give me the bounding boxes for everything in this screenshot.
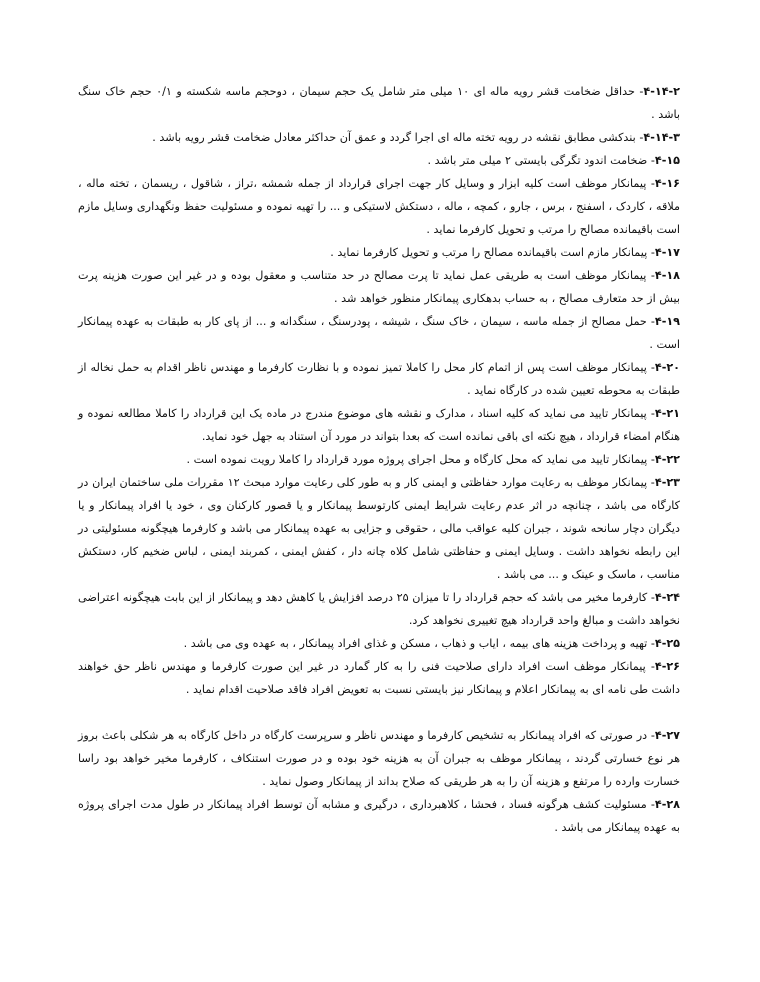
clause-text: پیمانکار مازم است باقیمانده مصالح را مرتب و تحویل کارفرما نماید . [330,246,648,259]
clause-number: ۴-۲۶ [654,660,681,673]
clause-4-23: ۴-۲۳- پیمانکار موظف به رعایت موارد حفاظتی و ایمنی کار و به طور کلی رعایت موارد مبحث ۱۲ مقررات ملی ساختمان ایران در کارگاه می باشد ، چنانچه در اثر عدم رعایت شرایط ایمنی کارتوسط پیمانکار و یا قصور کارکنان وی ، خود یا افراد پیمانکار و یا دیگران دچار سانحه شوند ، جبران کلیه عواقب مالی ، حقوقی و جزایی به عهده پیمانکار می باشد و کارفرما هیچگونه مسئولیتی در این رابطه نخواهد داشت . وسایل ایمنی و حفاظتی شامل کلاه چانه دار ، کفش ایمنی ، کمربند ایمنی ، لباس ضخیم کار، دستکش مناسب ، ماسک و عینک و ... می باشد . [78,476,680,581]
clause-text: پیمانکار موظف است پس از اتمام کار محل را کاملا تمیز نموده و با نظارت کارفرما و مهندس ناظر اقدام به حمل نخاله از طبقات به محوطه تعیین شده در کارگاه نماید . [78,361,680,397]
clause-text: پیمانکار تایید می نماید که کلیه اسناد ، مدارک و نقشه های موضوع مندرج در ماده یک این قرارداد را کاملا مطالعه نموده و هنگام امضاء قرارداد ، هیچ نکته ای باقی نمانده است که بعدا بتواند در مورد آن استناد به جهل خود نماید. [78,407,680,443]
clause-number: ۴-۱۴-۳ [643,131,680,144]
clause-number: ۴-۱۹ [654,315,680,328]
clause-text: ضخامت اندود تگرگی بایستی ۲ میلی متر باشد . [427,154,648,167]
clause-text: پیمانکار موظف به رعایت موارد حفاظتی و ایمنی کار و به طور کلی رعایت موارد مبحث ۱۲ مقررات ملی ساختمان ایران در کارگاه می باشد ، چنانچه در اثر عدم رعایت شرایط ایمنی کارتوسط پیمانکار و یا قصور کارکنان وی ، خود یا افراد پیمانکار و یا دیگران دچار سانحه شوند ، جبران کلیه عواقب مالی ، حقوقی و جزایی به عهده پیمانکار می باشد و کارفرما هیچگونه مسئولیتی در این رابطه نخواهد داشت . وسایل ایمنی و حفاظتی شامل کلاه چانه دار ، کفش ایمنی ، کمربند ایمنی ، لباس ضخیم کار، دستکش مناسب ، ماسک و عینک و ... می باشد . [78,476,680,581]
clause-4-14-3: ۴-۱۴-۳- بندکشی مطابق نقشه در رویه تخته ماله ای اجرا گردد و عمق آن حداکثر معادل ضخامت قشر رویه باشد . [152,131,680,144]
clause-number: ۴-۱۸ [654,269,680,282]
clause-4-18: ۴-۱۸- پیمانکار موظف است به طریقی عمل نماید تا پرت مصالح در حد متناسب و معقول بوده و در غیر این صورت هزینه پرت بیش از حد متعارف مصالح ، به حساب بدهکاری پیمانکار منظور خواهد شد . [78,269,680,305]
clause-text: پیمانکار موظف است به طریقی عمل نماید تا پرت مصالح در حد متناسب و معقول بوده و در غیر این صورت هزینه پرت بیش از حد متعارف مصالح ، به حساب بدهکاری پیمانکار منظور خواهد شد . [78,269,680,305]
clause-number: ۴-۲۷ [654,729,680,742]
clause-text: حمل مصالح از جمله ماسه ، سیمان ، خاک سنگ ، شیشه ، پودرسنگ ، سنگدانه و ... از پای کار به طبقات به عهده پیمانکار است . [78,315,680,351]
clause-number: ۴-۱۵ [654,154,680,167]
clause-4-28: ۴-۲۸- مسئولیت کشف هرگونه فساد ، فحشا ، کلاهبرداری ، درگیری و مشابه آن توسط افراد پیمانکار در طول مدت اجرای پروژه به عهده پیمانکار می باشد . [78,798,681,834]
clause-4-22: ۴-۲۲- پیمانکار تایید می نماید که محل کارگاه و محل اجرای پروژه مورد قرارداد را کاملا رویت نموده است . [186,453,680,466]
clause-number: ۴-۲۵ [654,637,680,650]
clause-text: تهیه و پرداخت هزینه های بیمه ، ایاب و ذهاب ، مسکن و غذای افراد پیمانکار ، به عهده وی می باشد . [183,637,648,650]
clause-4-19: ۴-۱۹- حمل مصالح از جمله ماسه ، سیمان ، خاک سنگ ، شیشه ، پودرسنگ ، سنگدانه و ... از پای کار به طبقات به عهده پیمانکار است . [78,315,680,351]
clause-number: ۴-۲۲ [654,453,680,466]
clause-4-16: ۴-۱۶- پیمانکار موظف است کلیه ابزار و وسایل کار جهت اجرای قرارداد از جمله شمشه ،تراز ، شاقول ، ریسمان ، تخته ماله ، ملاقه ، کاردک ، اسفنج ، برس ، جارو ، کمچه ، ماله ، دستکش لاستیکی و ... را تهیه نموده و مسئولیت حفظ ونگهداری وسایل مازم است باقیمانده مصالح را مرتب و تحویل کارفرما نماید . [78,177,680,236]
clause-text: پیمانکار تایید می نماید که محل کارگاه و محل اجرای پروژه مورد قرارداد را کاملا رویت نموده است . [186,453,648,466]
clause-4-25: ۴-۲۵- تهیه و پرداخت هزینه های بیمه ، ایاب و ذهاب ، مسکن و غذای افراد پیمانکار ، به عهده وی می باشد . [183,637,680,650]
clause-number: ۴-۲۳ [654,476,680,489]
paragraph-gap [78,701,680,724]
clause-number: ۴-۲۴ [654,591,680,604]
clause-text: حداقل ضخامت قشر رویه ماله ای ۱۰ میلی متر شامل یک حجم سیمان ، دوحجم ماسه شکسته و ۰/۱ حجم خاک سنگ باشد . [78,85,680,121]
clause-number: ۴-۱۴-۲ [643,85,680,98]
document-body [78,80,680,839]
clause-4-26: ۴-۲۶- پیمانکار موظف است افراد دارای صلاحیت فنی را به کار گمارد در غیر این صورت کارفرما و مهندس ناظر حق خواهند داشت طی نامه ای به پیمانکار اعلام و پیمانکار نیز بایستی نسبت به تعویض افراد فاقد صلاحیت اقدام نماید . [78,660,681,696]
clause-4-20: ۴-۲۰- پیمانکار موظف است پس از اتمام کار محل را کاملا تمیز نموده و با نظارت کارفرما و مهندس ناظر اقدام به حمل نخاله از طبقات به محوطه تعیین شده در کارگاه نماید . [78,361,681,397]
clause-4-15: ۴-۱۵- ضخامت اندود تگرگی بایستی ۲ میلی متر باشد . [427,154,680,167]
clause-text: کارفرما مخیر می باشد که حجم قرارداد را تا میزان ۲۵ درصد افزایش یا کاهش دهد و پیمانکار از این بابت هیچگونه اعتراضی نخواهد داشت و مبالغ واحد قرارداد هیچ تغییری نخواهد کرد. [78,591,680,627]
clause-4-27: ۴-۲۷- در صورتی که افراد پیمانکار به تشخیص کارفرما و مهندس ناظر و سرپرست کارگاه در داخل کارگاه به هر شکلی باعث بروز هر نوع خسارتی گردند ، پیمانکار موظف به جبران آن به هزینه خود بوده و در صورت استنکاف ، کارفرما مخیر خواهد بود راسا خسارت وارده را مرتفع و هزینه آن را به هر طریقی که صلاح بداند از پیمانکار وصول نماید . [78,729,680,788]
clause-4-17: ۴-۱۷- پیمانکار مازم است باقیمانده مصالح را مرتب و تحویل کارفرما نماید . [330,246,680,259]
clause-text: بندکشی مطابق نقشه در رویه تخته ماله ای اجرا گردد و عمق آن حداکثر معادل ضخامت قشر رویه باشد . [152,131,636,144]
clause-number: ۴-۲۸ [654,798,681,811]
clause-text: پیمانکار موظف است افراد دارای صلاحیت فنی را به کار گمارد در غیر این صورت کارفرما و مهندس ناظر حق خواهند داشت طی نامه ای به پیمانکار اعلام و پیمانکار نیز بایستی نسبت به تعویض افراد فاقد صلاحیت اقدام نماید . [78,660,680,696]
clause-number: ۴-۱۶ [654,177,680,190]
clause-text: مسئولیت کشف هرگونه فساد ، فحشا ، کلاهبرداری ، درگیری و مشابه آن توسط افراد پیمانکار در طول مدت اجرای پروژه به عهده پیمانکار می باشد . [78,798,680,834]
clause-text: پیمانکار موظف است کلیه ابزار و وسایل کار جهت اجرای قرارداد از جمله شمشه ،تراز ، شاقول ، ریسمان ، تخته ماله ، ملاقه ، کاردک ، اسفنج ، برس ، جارو ، کمچه ، ماله ، دستکش لاستیکی و ... را تهیه نموده و مسئولیت حفظ ونگهداری وسایل مازم است باقیمانده مصالح را مرتب و تحویل کارفرما نماید . [78,177,680,236]
clause-number: ۴-۲۰ [654,361,681,374]
clause-4-21: ۴-۲۱- پیمانکار تایید می نماید که کلیه اسناد ، مدارک و نقشه های موضوع مندرج در ماده یک این قرارداد را کاملا مطالعه نموده و هنگام امضاء قرارداد ، هیچ نکته ای باقی نمانده است که بعدا بتواند در مورد آن استناد به جهل خود نماید. [78,407,681,443]
clause-number: ۴-۱۷ [654,246,680,259]
clause-number: ۴-۲۱ [654,407,681,420]
clause-4-14-2: ۴-۱۴-۲- حداقل ضخامت قشر رویه ماله ای ۱۰ میلی متر شامل یک حجم سیمان ، دوحجم ماسه شکسته و ۰/۱ حجم خاک سنگ باشد . [78,85,680,121]
clause-text: در صورتی که افراد پیمانکار به تشخیص کارفرما و مهندس ناظر و سرپرست کارگاه در داخل کارگاه به هر شکلی باعث بروز هر نوع خسارتی گردند ، پیمانکار موظف به جبران آن به هزینه خود بوده و در صورت استنکاف ، کارفرما مخیر خواهد بود راسا خسارت وارده را مرتفع و هزینه آن را به هر طریقی که صلاح بداند از پیمانکار وصول نماید . [78,729,680,788]
clause-4-24: ۴-۲۴- کارفرما مخیر می باشد که حجم قرارداد را تا میزان ۲۵ درصد افزایش یا کاهش دهد و پیمانکار از این بابت هیچگونه اعتراضی نخواهد داشت و مبالغ واحد قرارداد هیچ تغییری نخواهد کرد. [78,591,680,627]
